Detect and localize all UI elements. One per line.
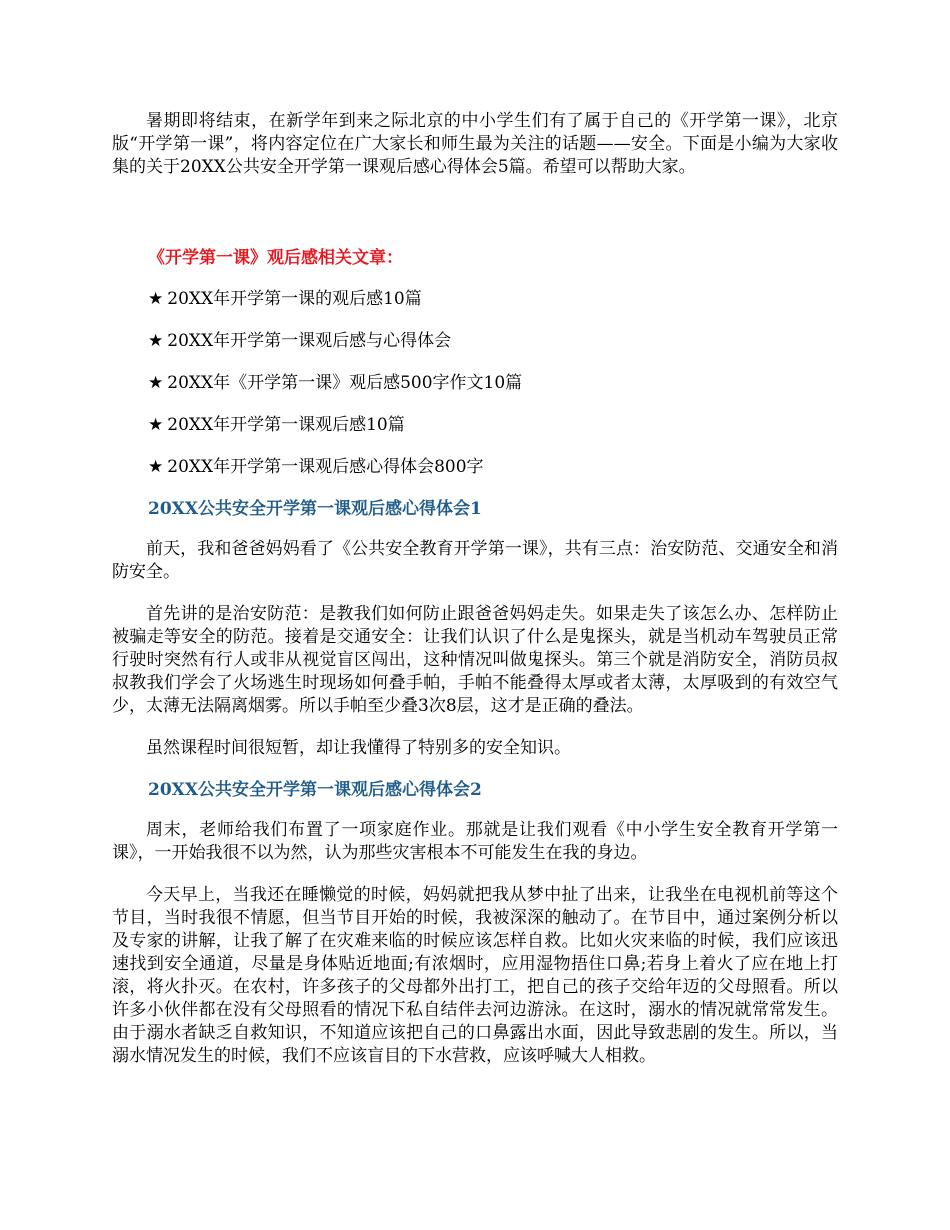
related-article-link[interactable] — [148, 456, 838, 479]
section-1-paragraph: 虽然课程时间很短暂，却让我懂得了特别多的安全知识。 — [146, 738, 571, 758]
star-icon: ★ — [148, 415, 164, 435]
intro-paragraph: 暑期即将结束，在新学年到来之际北京的中小学生们有了属于自己的《开学第一课》，北京版“开学第一课”，将内容定位在广大家长和师生最为关注的话题——安全。下面是小编为大家收集的关于20XX公共安全开学第一课观后感心得体会5篇。希望可以帮助大家。 — [112, 111, 838, 177]
section-1-paragraph: 首先讲的是治安防范：是教我们如何防止跟爸爸妈妈走失。如果走失了该怎么办、怎样防止被骗走等安全的防范。接着是交通安全：让我们认识了什么是鬼探头，就是当机动车驾驶员正常行驶时突然有行人或非从视觉盲区闯出，这种情况叫做鬼探头。第三个就是消防安全，消防员叔叔教我们学会了火场逃生时现场如何叠手帕，手帕不能叠得太厚或者太薄，太厚吸到的有效空气少，太薄无法隔离烟雾。所以手帕至少叠3次8层，这才是正确的叠法。 — [112, 604, 838, 716]
related-articles-title: 《开学第一课》观后感相关文章： — [148, 248, 403, 268]
related-article-label: 20XX年开学第一课的观后感10篇 — [167, 289, 422, 309]
related-article-link[interactable] — [148, 288, 838, 311]
star-icon: ★ — [148, 373, 164, 393]
section-1-paragraph: 前天，我和爸爸妈妈看了《公共安全教育开学第一课》，共有三点：治安防范、交通安全和消防安全。 — [112, 539, 838, 582]
related-article-label: 20XX年《开学第一课》观后感500字作文10篇 — [167, 373, 523, 393]
related-article-label: 20XX年开学第一课观后感心得体会800字 — [167, 457, 484, 477]
document-page — [112, 110, 838, 1087]
related-article-label: 20XX年开学第一课观后感10篇 — [167, 415, 405, 435]
related-article-link[interactable] — [148, 330, 838, 353]
related-article-label: 20XX年开学第一课观后感与心得体会 — [167, 331, 452, 351]
section-2-paragraph: 今天早上，当我还在睡懒觉的时候，妈妈就把我从梦中扯了出来，让我坐在电视机前等这个节目，当时我很不情愿，但当节目开始的时候，我被深深的触动了。在节目中，通过案例分析以及专家的讲解，让我了解了在灾难来临的时候应该怎样自救。比如火灾来临的时候，我们应该迅速找到安全通道，尽量是身体贴近地面;有浓烟时，应用湿物捂住口鼻;若身上着火了应在地上打滚，将火扑灭。在农村，许多孩子的父母都外出打工，把自己的孩子交给年迈的父母照看。所以许多小伙伴都在没有父母照看的情况下私自结伴去河边游泳。在这时，溺水的情况就常常发生。由于溺水者缺乏自救知识，不知道应该把自己的口鼻露出水面，因此导致悲剧的发生。所以，当溺水情况发生的时候，我们不应该盲目的下水营救，应该呼喊大人相救。 — [112, 885, 838, 1066]
section-2-paragraph: 周末，老师给我们布置了一项家庭作业。那就是让我们观看《中小学生安全教育开学第一课》，一开始我很不以为然，认为那些灾害根本不可能发生在我的身边。 — [112, 820, 838, 863]
related-article-link[interactable] — [148, 372, 838, 395]
star-icon: ★ — [148, 289, 164, 309]
star-icon: ★ — [148, 457, 164, 477]
section-title-1: 20XX公共安全开学第一课观后感心得体会1 — [148, 499, 482, 519]
related-article-link[interactable] — [148, 414, 838, 437]
star-icon: ★ — [148, 331, 164, 351]
section-title-2: 20XX公共安全开学第一课观后感心得体会2 — [148, 780, 482, 800]
